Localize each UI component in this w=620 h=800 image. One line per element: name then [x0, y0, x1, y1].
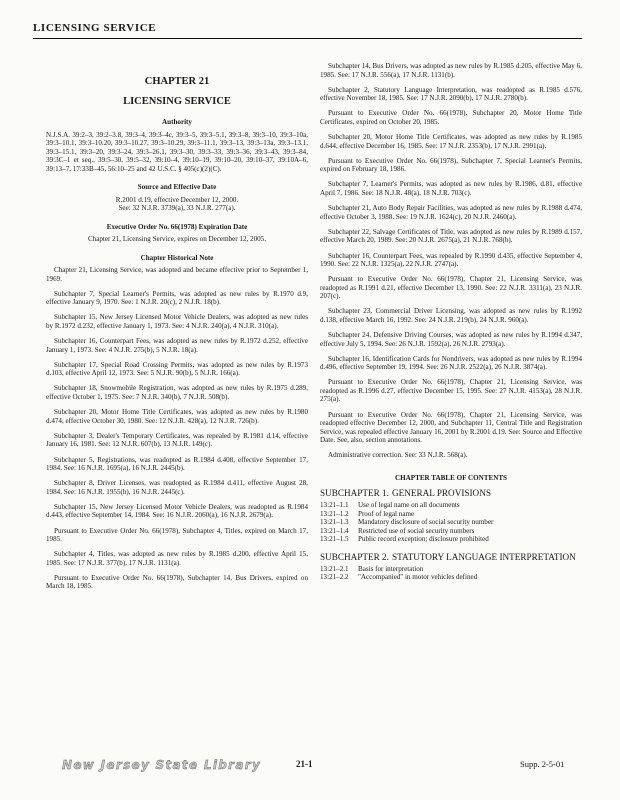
history-paragraph: Subchapter 22, Salvage Certificates of Title, was adopted as new rules by R.1989 d.157, effective March 20, 1989. See: 20 N.J.R. 2675(a), 21 N.J.R. 768(b).	[320, 227, 582, 245]
history-paragraph: Subchapter 21, Auto Body Repair Facilities, was adopted as new rules by R.1988 d.474, effective October 3, 1988. See: 19 N.J.R. 1624(c), 20 N.J.R. 2460(a).	[320, 204, 582, 221]
source-line: R.2001 d.19, effective December 12, 2000.	[115, 195, 239, 204]
history-paragraph: Subchapter 14, Bus Drivers, was adopted as new rules by R.1985 d.205, effective May 6, 1985. See: 17 N.J.R. 556(a), 17 N.J.R. 1131(b).	[320, 62, 582, 79]
eo-heading: Executive Order No. 66(1978) Expiration Date	[106, 222, 248, 231]
toc-title: "Accompanied" in motor vehicles defined	[358, 573, 478, 582]
header-rule	[33, 38, 582, 39]
history-paragraph: Subchapter 2, Statutory Language Interpretation, was readopted as R.1985 d.576, effective November 18, 1985. See: 17 N.J.R. 2090(b), 17 N.J.R. 2780(b).	[320, 85, 582, 103]
history-paragraph: Subchapter 5, Registrations, was readopted as R.1984 d.408, effective September 17, 1984. See: 16 N.J.R. 1695(a), 16 N.J.R. 2445(b).	[46, 455, 308, 472]
toc-title: Basis for interpretation	[358, 564, 424, 573]
subchapter-heading	[320, 488, 582, 498]
toc-entry	[320, 501, 582, 510]
subchapter-number: SUBCHAPTER 1.	[320, 488, 389, 499]
history-paragraph: Subchapter 15, New Jersey Licensed Motor Vehicle Dealers, was readopted as R.1984 d.443, effective September 14, 1984. See: 16 N.J.R. 2060(a), 16 N.J.R. 2679(a).	[46, 502, 308, 520]
history-paragraph: Administrative correction. See: 33 N.J.R. 568(a).	[328, 451, 468, 460]
subchapter-title: STATUTORY LANGUAGE INTERPRETATION	[392, 551, 576, 562]
toc-entry	[320, 518, 582, 527]
toc-entry	[320, 527, 582, 536]
toc-entry	[320, 573, 582, 582]
toc-title: Proof of legal name	[358, 509, 415, 518]
toc-section: 13:21–1.4	[320, 526, 349, 535]
history-paragraph: Subchapter 3, Dealer's Temporary Certificates, was repealed by R.1981 d.14, effective January 16, 1981. See: 12 N.J.R. 607(b), 13 N.J.R. 149(c).	[46, 431, 308, 449]
toc-section: 13:21–1.3	[320, 518, 349, 527]
toc-section: 13:21–1.2	[320, 509, 349, 518]
history-paragraph: Pursuant to Executive Order No. 66(1978), Subchapter 20, Motor Home Title Certificates, expired on October 20, 1985.	[320, 109, 582, 126]
toc-entry	[320, 535, 582, 544]
history-paragraph: Subchapter 16, Identification Cards for Nondrivers, was adopted as new rules by R.1994 d.496, effective September 19, 1994. See: 26 N.J.R. 2522(a), 26 N.J.R. 3874(a).	[320, 354, 582, 372]
history-paragraph: Subchapter 23, Commercial Driver Licensing, was adopted as new rules by R.1992 d.138, effective March 16, 1992. See: 24 N.J.R. 219(b), 24 N.J.R. 960(a).	[320, 307, 582, 324]
history-paragraph: Chapter 21, Licensing Service, was adopted and became effective prior to September 1, 1969.	[46, 266, 308, 283]
history-paragraph: Subchapter 16, Counterpart Fees, was adopted as new rules by R.1972 d.252, effective January 1, 1973. See: 4 N.J.R. 275(b), 5 N.J.R. 18(a).	[46, 337, 308, 354]
toc-heading: CHAPTER TABLE OF CONTENTS	[394, 473, 507, 482]
toc-section: 13:21–1.1	[320, 501, 349, 510]
history-paragraph: Pursuant to Executive Order No. 66(1978), Subchapter 7, Special Learner's Permits, expired on February 18, 1986.	[320, 156, 582, 174]
authority-text: N.J.S.A. 39:2–3, 39:2–3.8, 39:3–4, 39:3–4c, 39:3–5, 39:3–5.1, 39:3–8, 39:3–10, 39:3–10a, 39:3–10.1, 39:3–10.20, 39:3–10.27, 39:3–10.29, 39:3–11.1, 39:3–13, 39:3–13a, 39:3–13.1, 39:3–15.1, 39:3–20, 39:3–24, 39:3–26.1, 39:3–30, 39:3–33, 39:3–36, 39:3–43, 39:3–84, 39:3C–1 et seq., 39:5–30, 39:5–32, 39:10–4, 39:10–19, 39:10–20, 39:10–37, 39:10A–6, 39:13–7, 17:33B–45, 56:10–25 and 42 U.S.C. § 405(c)(2)(C).	[46, 130, 308, 173]
left-column	[46, 62, 308, 598]
history-paragraph: Subchapter 18, Snowmobile Registration, was adopted as new rules by R.1975 d.289, effective October 1, 1975. See: 7 N.J.R. 340(b), 7 N.J.R. 508(b).	[46, 384, 308, 401]
toc-section: 13:21–2.1	[320, 564, 349, 573]
history-paragraph: Pursuant to Executive Order No. 66(1978), Subchapter 4, Titles, expired on March 17, 1985.	[46, 526, 308, 544]
toc-title: Use of legal name on all documents	[358, 501, 460, 510]
chapter-title: LICENSING SERVICE	[123, 96, 231, 107]
source-heading: Source and Effective Date	[137, 183, 217, 191]
toc-entry	[320, 565, 582, 574]
history-paragraph: Pursuant to Executive Order No. 66(1978), Subchapter 14, Bus Drivers, expired on March 18, 1985.	[46, 573, 308, 591]
history-paragraph: Subchapter 17, Special Road Crossing Permits, was adopted as new rules by R.1973 d.103, effective April 12, 1973. See: 5 N.J.R. 90(b), 5 N.J.R. 166(a).	[46, 360, 308, 378]
source-line: See: 32 N.J.R. 3739(a), 33 N.J.R. 277(a).	[118, 204, 236, 212]
history-paragraph: Subchapter 15, New Jersey Licensed Motor Vehicle Dealers, was adopted as new rules by R.1972 d.232, effective January 1, 1973. See: 4 N.J.R. 240(a), 4 N.J.R. 310(a).	[46, 313, 308, 330]
toc-entry	[320, 510, 582, 519]
subchapter-heading	[320, 552, 582, 562]
toc-title: Restricted use of social security numbers	[358, 526, 475, 535]
history-paragraph: Pursuant to Executive Order No. 66(1978), Chapter 21, Licensing Service, was readopted as R.1991 d.21, effective December 13, 1990. See: 22 N.J.R. 3311(a), 23 N.J.R. 207(c).	[320, 275, 582, 301]
subchapter-title: GENERAL PROVISIONS	[392, 488, 491, 499]
history-heading: Chapter Historical Note	[140, 253, 214, 262]
chapter-number: CHAPTER 21	[144, 76, 210, 87]
history-paragraph: Pursuant to Executive Order No. 66(1978), Chapter 21, Licensing Service, was readopted effective December 12, 2000, and Subchapter 11, Central Title and Registration Service, was repealed effective January 16, 2001 by R.2001 d.19. See: Source and Effective Date. See, also, section annotations.	[320, 410, 582, 445]
history-paragraph: Subchapter 24, Defensive Driving Courses, was adopted as new rules by R.1994 d.347, effective July 5, 1994. See: 26 N.J.R. 1592(a), 26 N.J.R. 2793(a).	[320, 331, 582, 348]
toc-section: 13:21–1.5	[320, 535, 349, 544]
toc-title: Mandatory disclosure of social security number	[358, 518, 494, 527]
history-paragraph: Subchapter 20, Motor Home Title Certificates, was adopted as new rules by R.1980 d.474, effective October 30, 1980. See: 12 N.J.R. 428(a), 12 N.J.R. 726(b).	[46, 408, 308, 425]
history-paragraph: Subchapter 16, Counterpart Fees, was repealed by R.1990 d.435, effective September 4, 1990. See: 22 N.J.R. 1325(a), 22 N.J.R. 2747(a).	[320, 251, 582, 268]
history-paragraph: Subchapter 4, Titles, was adopted as new rules by R.1985 d.200, effective April 15, 1985. See: 17 N.J.R. 377(b), 17 N.J.R. 1131(a).	[46, 550, 308, 567]
running-head: LICENSING SERVICE	[33, 22, 157, 34]
history-paragraph: Subchapter 20, Motor Home Title Certificates, was adopted as new rules by R.1985 d.644, effective December 16, 1985. See: 17 N.J.R. 2353(b), 17 N.J.R. 2991(a).	[320, 133, 582, 150]
history-paragraph: Subchapter 7, Special Learner's Permits, was adopted as new rules by R.1970 d.9, effective January 9, 1970. See: 1 N.J.R. 20(c), 2 N.J.R. 18(b).	[46, 289, 308, 307]
supplement-date: Supp. 2-5-01	[520, 759, 565, 769]
history-paragraph: Subchapter 7, Learner's Permits, was adopted as new rules by R.1986, d.81, effective April 7, 1986. See: 18 N.J.R. 48(a), 18 N.J.R. 703(c).	[320, 180, 582, 197]
toc-section: 13:21–2.2	[320, 573, 349, 582]
library-watermark: New Jersey State Library	[62, 758, 262, 772]
authority-heading: Authority	[162, 118, 192, 126]
toc-title: Public record exception; disclosure prohibited	[358, 535, 489, 544]
eo-text: Chapter 21, Licensing Service, expires on December 12, 2005.	[87, 235, 267, 243]
right-column	[320, 62, 582, 582]
subchapter-number: SUBCHAPTER 2.	[320, 551, 389, 562]
page-number: 21-1	[296, 759, 313, 769]
history-paragraph: Pursuant to Executive Order No. 66(1978), Chapter 21, Licensing Service, was readopted as R.1996 d.27, effective December 15, 1995. See: 27 N.J.R. 4153(a), 28 N.J.R. 275(a).	[320, 378, 582, 404]
history-paragraph: Subchapter 8, Driver Licenses, was readopted as R.1984 d.411, effective August 28, 1984. See: 16 N.J.R. 1955(b), 16 N.J.R. 2445(c).	[46, 479, 308, 496]
